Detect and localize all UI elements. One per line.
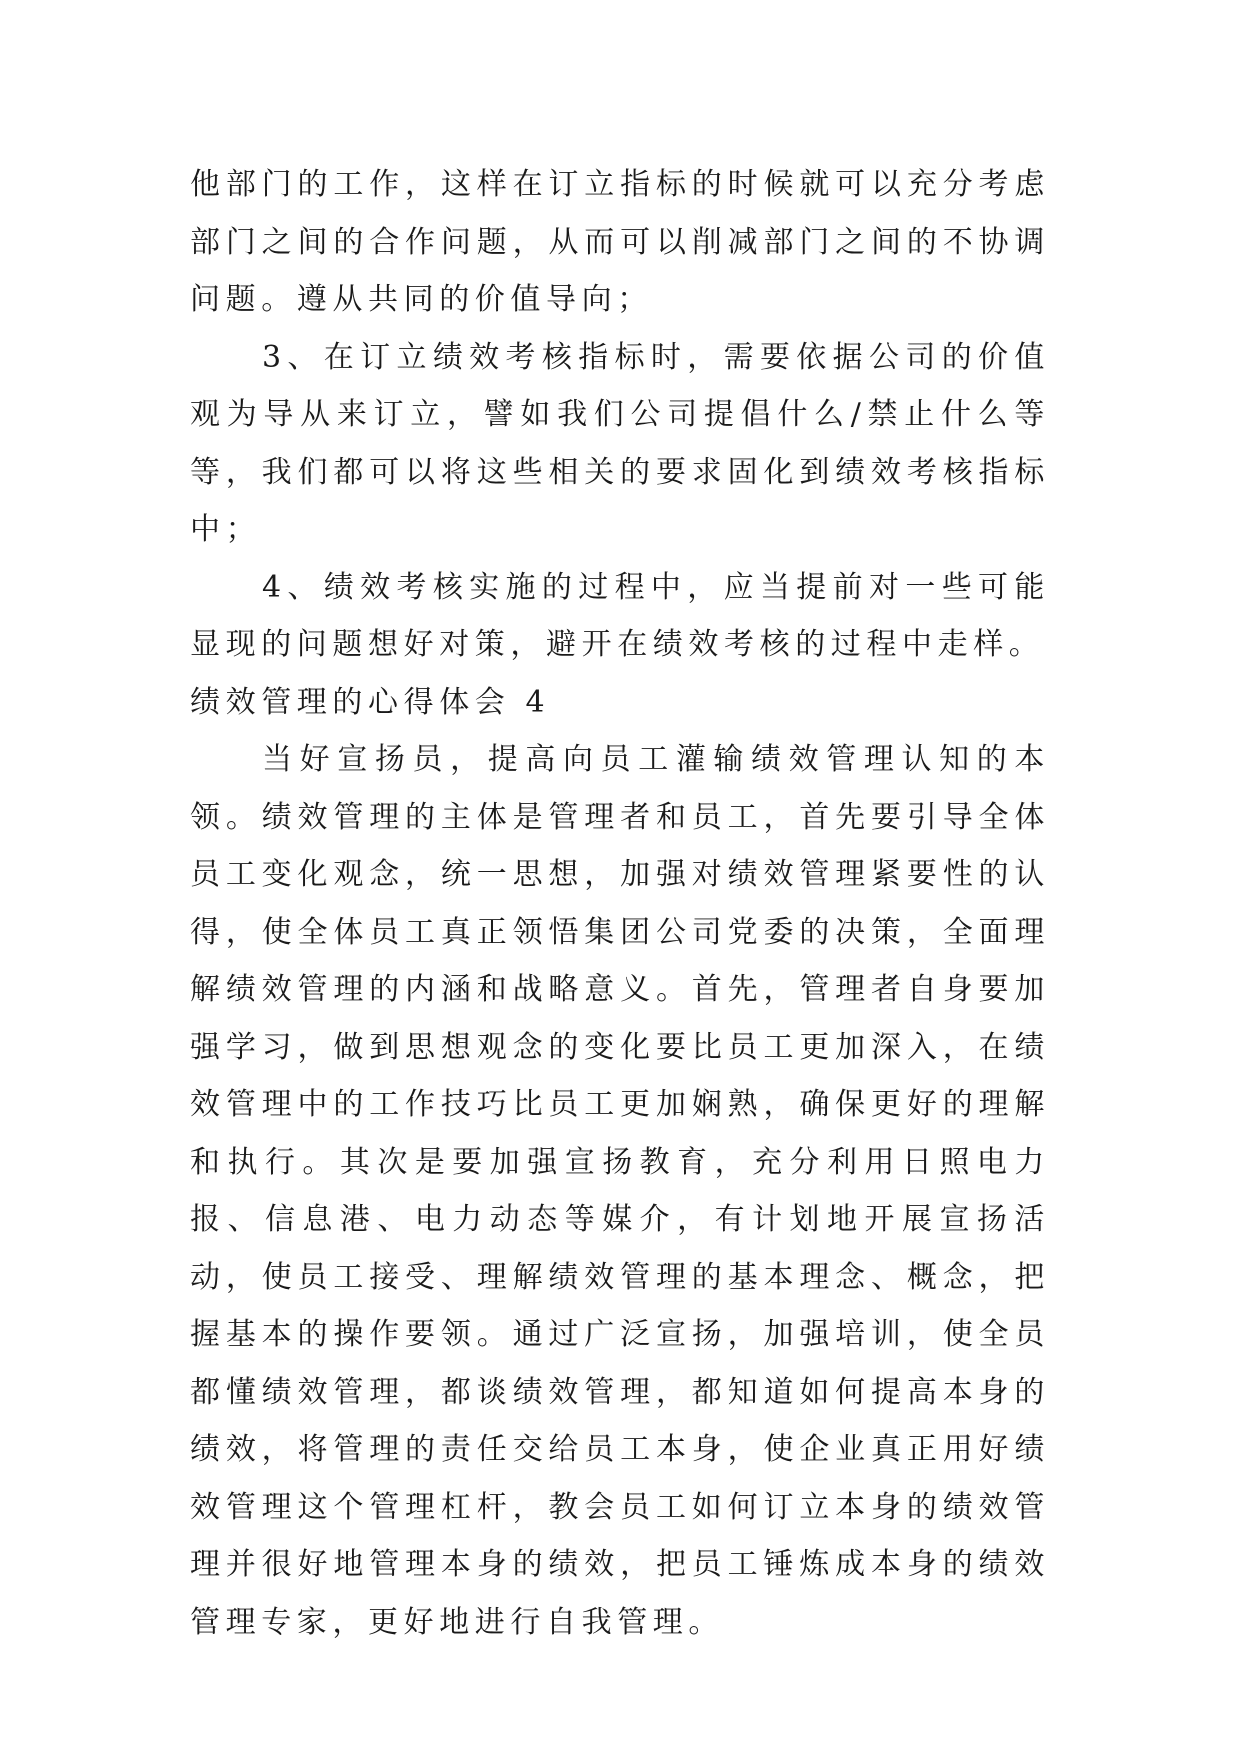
paragraph-continuation: 他部门的工作，这样在订立指标的时候就可以充分考虑部门之间的合作问题，从而可以削减部门之间的不协调问题。遵从共同的价值导向； bbox=[190, 167, 1050, 317]
paragraph-item-4: 4、绩效考核实施的过程中，应当提前对一些可能显现的问题想好对策，避开在绩效考核的过程中走样。 bbox=[190, 569, 1050, 662]
section-heading: 绩效管理的心得体会 4 bbox=[190, 684, 551, 720]
paragraph-item-3: 3、在订立绩效考核指标时，需要依据公司的价值观为导从来订立，譬如我们公司提倡什么/禁止什么等等，我们都可以将这些相关的要求固化到绩效考核指标中； bbox=[190, 339, 1050, 547]
paragraph-body: 当好宣扬员，提高向员工灌输绩效管理认知的本领。绩效管理的主体是管理者和员工，首先要引导全体员工变化观念，统一思想，加强对绩效管理紧要性的认得，使全体员工真正领悟集团公司党委的决策，全面理解绩效管理的内涵和战略意义。首先，管理者自身要加强学习，做到思想观念的变化要比员工更加深入，在绩效管理中的工作技巧比员工更加娴熟，确保更好的理解和执行。其次是要加强宣扬教育，充分利用日照电力报、信息港、电力动态等媒介，有计划地开展宣扬活动，使员工接受、理解绩效管理的基本理念、概念，把握基本的操作要领。通过广泛宣扬，加强培训，使全员都懂绩效管理，都谈绩效管理，都知道如何提高本身的绩效，将管理的责任交给员工本身，使企业真正用好绩效管理这个管理杠杆，教会员工如何订立本身的绩效管理并很好地管理本身的绩效，把员工锤炼成本身的绩效管理专家，更好地进行自我管理。 bbox=[190, 742, 1050, 1640]
document-page bbox=[190, 156, 1050, 1651]
